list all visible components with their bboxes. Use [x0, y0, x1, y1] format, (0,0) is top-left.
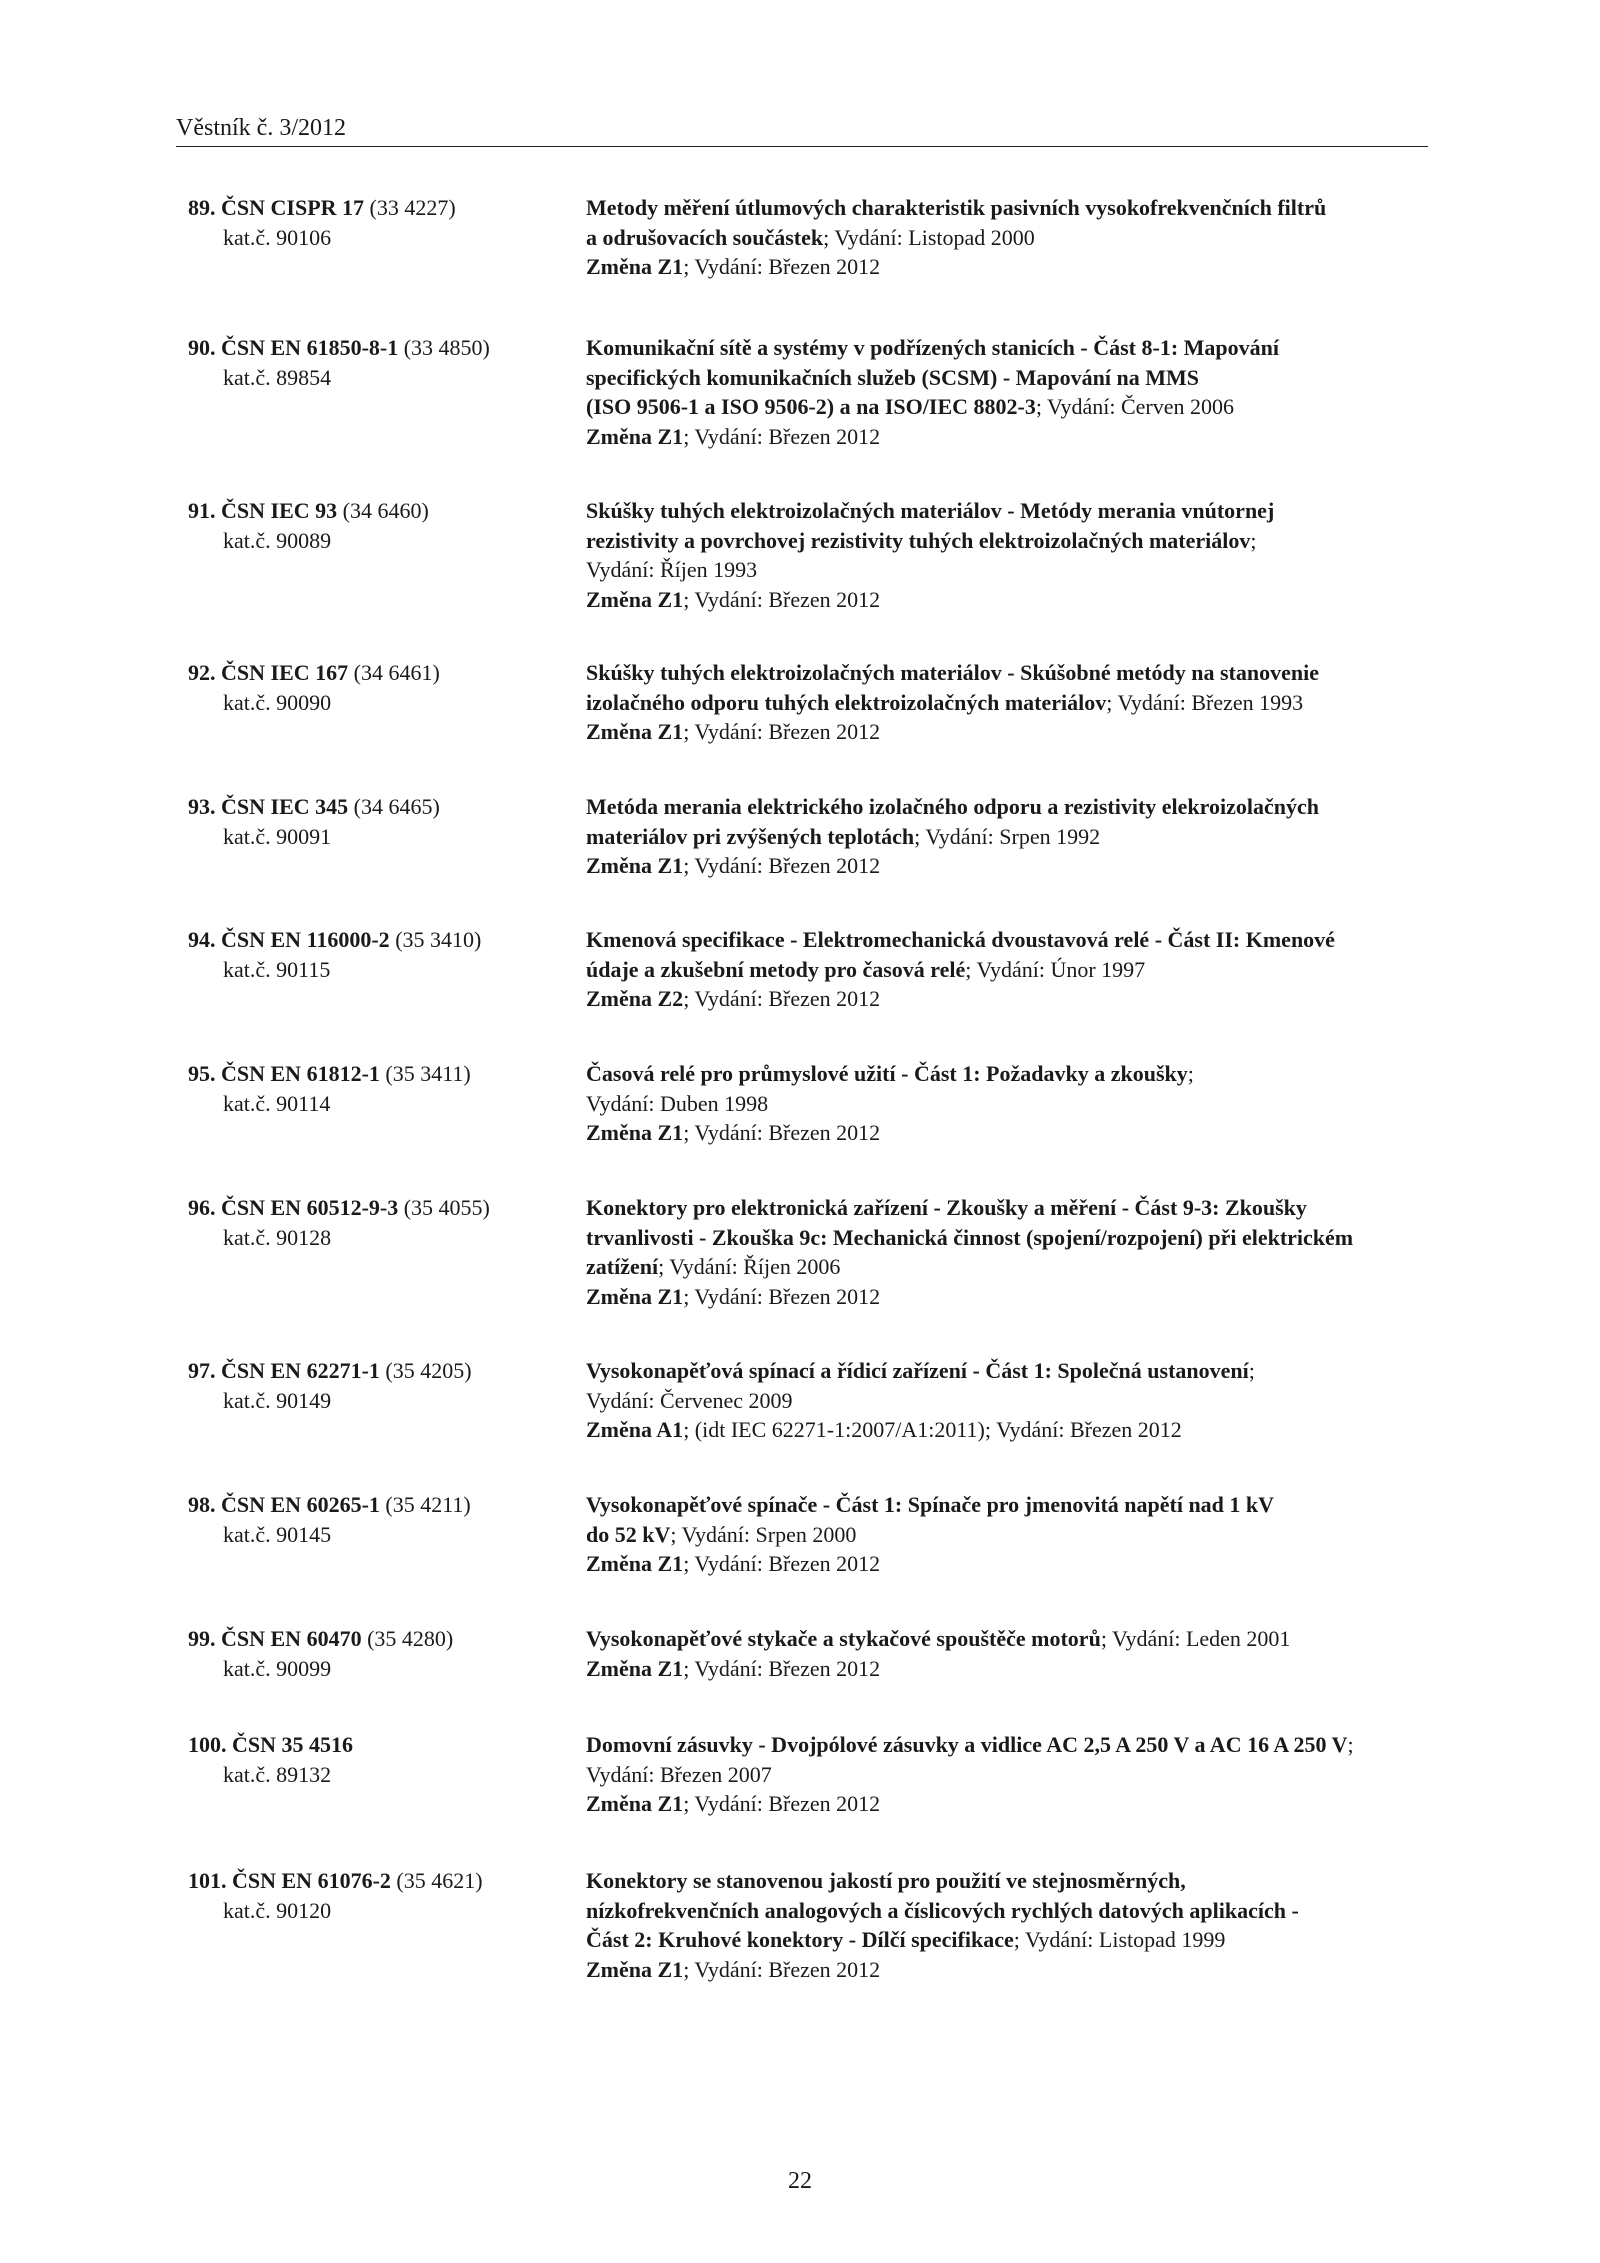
standard-description: [586, 1193, 1438, 1311]
standard-identifier: [188, 496, 578, 555]
standard-code-line: [188, 193, 578, 223]
description-line: [586, 1193, 1438, 1223]
plain-text: ; Vydání: Listopad 1999: [1013, 1927, 1226, 1952]
bold-text: Změna Z1: [586, 1956, 684, 1982]
bold-text: Metody měření útlumových charakteristik pasivních vysokofrekvenčních filtrů: [586, 195, 1327, 220]
bold-text: Změna A1: [586, 1417, 684, 1442]
bold-text: Vysokonapěťová spínací a řídicí zařízení - Část 1: Společná ustanovení: [586, 1358, 1249, 1383]
classification-number: (35 3411): [385, 1061, 471, 1086]
plain-text: ; Vydání: Březen 2012: [683, 1551, 881, 1576]
standard-code: ČSN EN 61850-8-1: [221, 335, 399, 360]
description-line: [586, 1520, 1438, 1550]
plain-text: Vydání: Březen 2007: [586, 1761, 772, 1787]
description-line: [586, 1730, 1438, 1760]
page-header: [176, 110, 1428, 147]
standard-code-line: [188, 1193, 578, 1223]
standard-code-line: [188, 925, 578, 955]
standard-identifier: [188, 1490, 578, 1549]
plain-text: ; Vydání: Březen 2012: [683, 1283, 881, 1309]
entry-number: 101.: [188, 1868, 232, 1893]
standard-description: [586, 496, 1438, 614]
standard-code-line: [188, 496, 578, 526]
description-line: [586, 1386, 1438, 1416]
bold-text: Metóda merania elektrického izolačného odporu a rezistivity elekroizolačných: [586, 794, 1320, 819]
classification-number: (35 4055): [403, 1195, 490, 1220]
entry-number: 90.: [188, 335, 221, 360]
standard-identifier: [188, 925, 578, 984]
plain-text: ; Vydání: Březen 2012: [683, 986, 881, 1011]
classification-number: (34 6460): [342, 498, 429, 523]
standard-code: ČSN CISPR 17: [221, 195, 365, 220]
standard-code: ČSN EN 61812-1: [221, 1061, 380, 1086]
description-line: [586, 1059, 1438, 1089]
classification-number: (34 6461): [353, 660, 440, 685]
standard-identifier: [188, 658, 578, 717]
plain-text: ; Vydání: Březen 2012: [683, 423, 881, 449]
standard-description: [586, 1624, 1438, 1683]
bold-text: Skúšky tuhých elektroizolačných materiálov - Skúšobné metódy na stanovenie: [586, 660, 1319, 685]
description-line: [586, 1415, 1438, 1445]
standard-identifier: [188, 1193, 578, 1252]
standard-code-line: [188, 1490, 578, 1520]
standard-identifier: [188, 1866, 578, 1925]
plain-text: ; (idt IEC 62271-1:2007/A1:2011); Vydání: Březen 2012: [683, 1417, 1182, 1442]
description-line: [586, 1223, 1438, 1253]
description-line: [586, 392, 1438, 422]
bold-text: Změna Z1: [586, 254, 684, 279]
catalog-number: kat.č. 90114: [223, 1090, 331, 1116]
description-line: [586, 1654, 1438, 1684]
classification-number: (33 4850): [403, 335, 490, 360]
entry-number: 92.: [188, 660, 221, 685]
description-line: [586, 252, 1438, 282]
catalog-number: kat.č. 90089: [223, 527, 332, 553]
standard-description: [586, 333, 1438, 451]
plain-text: ; Vydání: Srpen 1992: [914, 823, 1101, 849]
bold-text: do 52 kV: [586, 1521, 671, 1547]
description-line: [586, 688, 1438, 718]
plain-text: ; Vydání: Březen 2012: [683, 1791, 881, 1816]
standard-identifier: [188, 1059, 578, 1118]
description-line: [586, 363, 1438, 393]
bold-text: a odrušovacích součástek: [586, 224, 824, 250]
plain-text: ; Vydání: Leden 2001: [1100, 1626, 1291, 1651]
description-line: [586, 1490, 1438, 1520]
standard-code-line: [188, 1624, 578, 1654]
catalog-number: kat.č. 90149: [223, 1387, 332, 1413]
standard-code: ČSN IEC 167: [221, 660, 349, 685]
description-line: [586, 984, 1438, 1014]
description-line: [586, 1789, 1438, 1819]
catalog-number: kat.č. 89854: [223, 364, 332, 390]
classification-number: (35 4280): [367, 1626, 454, 1651]
plain-text: ; Vydání: Říjen 2006: [658, 1254, 841, 1279]
standard-code: ČSN EN 62271-1: [221, 1358, 380, 1383]
plain-text: ; Vydání: Březen 2012: [683, 1120, 881, 1145]
bold-text: Změna Z1: [586, 1551, 684, 1576]
description-line: [586, 1252, 1438, 1282]
description-line: [586, 1866, 1438, 1896]
standard-code-line: [188, 1866, 578, 1896]
classification-number: (35 4205): [385, 1358, 472, 1383]
entry-number: 95.: [188, 1061, 221, 1086]
description-line: [586, 223, 1438, 253]
plain-text: Vydání: Říjen 1993: [586, 557, 758, 582]
bold-text: zatížení: [586, 1254, 659, 1279]
plain-text: ;: [1250, 527, 1257, 553]
description-line: [586, 1896, 1438, 1926]
standard-identifier: [188, 193, 578, 252]
description-line: [586, 526, 1438, 556]
standard-code: ČSN EN 60265-1: [221, 1492, 380, 1517]
bold-text: izolačného odporu tuhých elektroizolačných materiálov: [586, 689, 1107, 715]
description-line: [586, 792, 1438, 822]
standard-description: [586, 658, 1438, 747]
bold-text: Změna Z2: [586, 986, 684, 1011]
bold-text: trvanlivosti - Zkouška 9c: Mechanická činnost (spojení/rozpojení) při elektrickém: [586, 1224, 1354, 1250]
standard-description: [586, 1490, 1438, 1579]
bold-text: Změna Z1: [586, 586, 684, 612]
plain-text: ; Vydání: Srpen 2000: [670, 1521, 857, 1547]
plain-text: ; Vydání: Listopad 2000: [823, 224, 1035, 250]
entry-number: 98.: [188, 1492, 221, 1517]
plain-text: ; Vydání: Březen 2012: [683, 1956, 881, 1982]
standard-description: [586, 1866, 1438, 1984]
standard-identifier: [188, 333, 578, 392]
description-line: [586, 658, 1438, 688]
description-line: [586, 1089, 1438, 1119]
entry-number: 94.: [188, 927, 221, 952]
catalog-number: kat.č. 89132: [223, 1761, 332, 1787]
bold-text: rezistivity a povrchovej rezistivity tuhých elektroizolačných materiálov: [586, 527, 1251, 553]
bold-text: Změna Z1: [586, 1655, 684, 1681]
bold-text: Změna Z1: [586, 1791, 684, 1816]
plain-text: ; Vydání: Březen 2012: [683, 586, 881, 612]
bold-text: nízkofrekvenčních analogových a číslicových rychlých datových aplikacích -: [586, 1897, 1299, 1923]
bold-text: Časová relé pro průmyslové užití - Část 1: Požadavky a zkoušky: [586, 1061, 1188, 1086]
standard-identifier: [188, 792, 578, 851]
entry-number: 91.: [188, 498, 221, 523]
catalog-number: kat.č. 90099: [223, 1655, 332, 1681]
description-line: [586, 193, 1438, 223]
description-line: [586, 1760, 1438, 1790]
plain-text: ; Vydání: Březen 2012: [683, 1655, 881, 1681]
plain-text: ; Vydání: Březen 2012: [683, 719, 881, 744]
page-number: 22: [788, 2168, 812, 2194]
bold-text: Změna Z1: [586, 423, 684, 449]
catalog-number: kat.č. 90106: [223, 224, 332, 250]
description-line: [586, 1925, 1438, 1955]
standard-identifier: [188, 1624, 578, 1683]
standard-code-line: [188, 1356, 578, 1386]
description-line: [586, 1624, 1438, 1654]
page-footer: [0, 2166, 1600, 2196]
standard-code-line: [188, 792, 578, 822]
entry-number: 99.: [188, 1626, 221, 1651]
plain-text: ; Vydání: Březen 2012: [683, 254, 881, 279]
standard-identifier: [188, 1730, 578, 1789]
journal-title: Věstník č. 3/2012: [176, 115, 346, 141]
description-line: [586, 1282, 1438, 1312]
description-line: [586, 851, 1438, 881]
plain-text: ; Vydání: Březen 1993: [1106, 689, 1304, 715]
catalog-number: kat.č. 90115: [223, 956, 331, 982]
bold-text: Kmenová specifikace - Elektromechanická dvoustavová relé - Část II: Kmenové: [586, 927, 1335, 952]
description-line: [586, 822, 1438, 852]
bold-text: Část 2: Kruhové konektory - Dílčí specifikace: [586, 1927, 1014, 1952]
bold-text: Změna Z1: [586, 1283, 684, 1309]
description-line: [586, 496, 1438, 526]
description-line: [586, 333, 1438, 363]
plain-text: Vydání: Duben 1998: [586, 1090, 769, 1116]
entry-number: 100.: [188, 1732, 232, 1757]
standard-description: [586, 193, 1438, 282]
bold-text: Změna Z1: [586, 1120, 684, 1145]
plain-text: ; Vydání: Únor 1997: [965, 956, 1146, 982]
standard-code: ČSN EN 60470: [221, 1626, 362, 1651]
entry-number: 96.: [188, 1195, 221, 1220]
description-line: [586, 717, 1438, 747]
standard-code: ČSN EN 116000-2: [221, 927, 390, 952]
plain-text: ;: [1248, 1358, 1255, 1383]
bold-text: (ISO 9506-1 a ISO 9506-2) a na ISO/IEC 8802-3: [586, 394, 1036, 419]
classification-number: (35 4211): [385, 1492, 471, 1517]
bold-text: Skúšky tuhých elektroizolačných materiálov - Metódy merania vnútornej: [586, 498, 1275, 523]
catalog-number: kat.č. 90145: [223, 1521, 332, 1547]
plain-text: ; Vydání: Červen 2006: [1035, 394, 1235, 419]
standard-code: ČSN IEC 345: [221, 794, 349, 819]
bold-text: Domovní zásuvky - Dvojpólové zásuvky a vidlice AC 2,5 A 250 V a AC 16 A 250 V: [586, 1732, 1348, 1757]
description-line: [586, 925, 1438, 955]
description-line: [586, 585, 1438, 615]
bold-text: údaje a zkušební metody pro časová relé: [586, 956, 966, 982]
bold-text: Změna Z1: [586, 719, 684, 744]
standard-code-line: [188, 1059, 578, 1089]
catalog-number: kat.č. 90090: [223, 689, 332, 715]
entry-number: 93.: [188, 794, 221, 819]
catalog-number: kat.č. 90128: [223, 1224, 332, 1250]
classification-number: (35 4621): [396, 1868, 483, 1893]
bold-text: Konektory se stanovenou jakostí pro použití ve stejnosměrných,: [586, 1868, 1186, 1893]
standard-description: [586, 792, 1438, 881]
bold-text: Vysokonapěťové stykače a stykačové spouštěče motorů: [586, 1626, 1101, 1651]
standard-description: [586, 1730, 1438, 1819]
bold-text: Vysokonapěťové spínače - Část 1: Spínače pro jmenovitá napětí nad 1 kV: [586, 1492, 1275, 1517]
bold-text: materiálov pri zvýšených teplotách: [586, 823, 915, 849]
standard-code: ČSN 35 4516: [232, 1732, 354, 1757]
bold-text: Změna Z1: [586, 853, 684, 878]
plain-text: ; Vydání: Březen 2012: [683, 853, 881, 878]
standard-description: [586, 925, 1438, 1014]
plain-text: ;: [1187, 1061, 1194, 1086]
standard-code: ČSN EN 60512-9-3: [221, 1195, 399, 1220]
standard-code: ČSN IEC 93: [221, 498, 338, 523]
description-line: [586, 1356, 1438, 1386]
description-line: [586, 555, 1438, 585]
plain-text: ;: [1347, 1732, 1354, 1757]
description-line: [586, 1118, 1438, 1148]
description-line: [586, 1955, 1438, 1985]
catalog-number: kat.č. 90091: [223, 823, 332, 849]
description-line: [586, 422, 1438, 452]
bold-text: Konektory pro elektronická zařízení - Zkoušky a měření - Část 9-3: Zkoušky: [586, 1195, 1307, 1220]
entry-number: 97.: [188, 1358, 221, 1383]
plain-text: Vydání: Červenec 2009: [586, 1387, 793, 1413]
classification-number: (33 4227): [369, 195, 456, 220]
standard-code-line: [188, 658, 578, 688]
standard-code: ČSN EN 61076-2: [232, 1868, 391, 1893]
entry-number: 89.: [188, 195, 221, 220]
standard-code-line: [188, 333, 578, 363]
standard-description: [586, 1356, 1438, 1445]
bold-text: specifických komunikačních služeb (SCSM) - Mapování na MMS: [586, 364, 1199, 390]
standard-code-line: [188, 1730, 578, 1760]
description-line: [586, 955, 1438, 985]
catalog-number: kat.č. 90120: [223, 1897, 332, 1923]
standard-description: [586, 1059, 1438, 1148]
standard-identifier: [188, 1356, 578, 1415]
bold-text: Komunikační sítě a systémy v podřízených stanicích - Část 8-1: Mapování: [586, 335, 1279, 360]
description-line: [586, 1549, 1438, 1579]
classification-number: (35 3410): [395, 927, 482, 952]
classification-number: (34 6465): [353, 794, 440, 819]
